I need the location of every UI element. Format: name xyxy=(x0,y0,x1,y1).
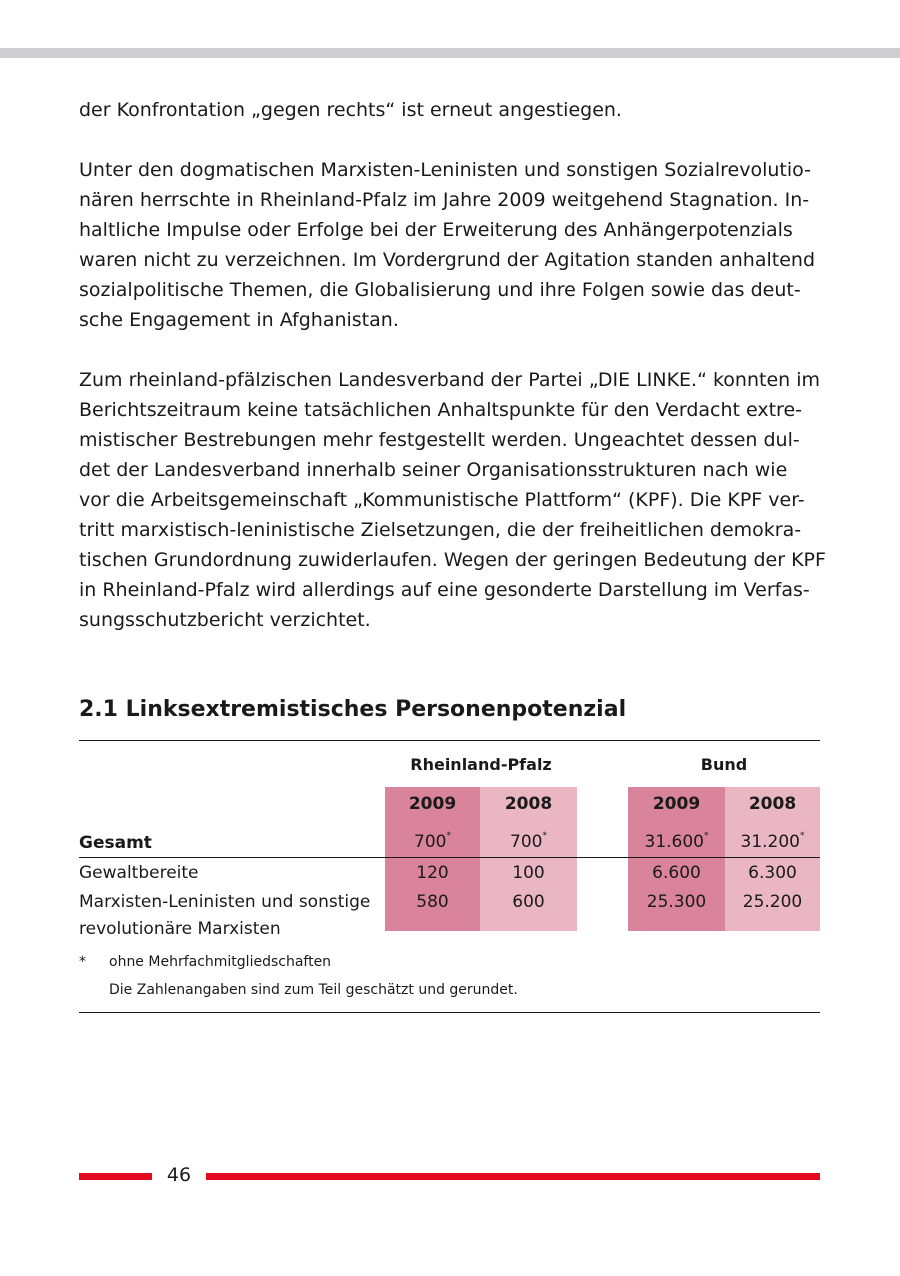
table-cell: 700* xyxy=(510,831,547,852)
row-label-gesamt: Gesamt xyxy=(79,833,152,853)
text-line: sungsschutzbericht verzichtet. xyxy=(79,609,371,631)
table-cell: 100 xyxy=(512,863,545,883)
text-line: haltliche Impulse oder Erfolge bei der Erweiterung des Anhängerpotenzials xyxy=(79,219,793,241)
text-line: sozialpolitische Themen, die Globalisierung und ihre Folgen sowie das deut- xyxy=(79,279,801,301)
text-line: waren nicht zu verzeichnen. Im Vordergrund der Agitation standen anhaltend xyxy=(79,249,816,271)
year-header: 2009 xyxy=(408,794,457,814)
year-header: 2008 xyxy=(504,794,553,814)
text-line: der Konfrontation „gegen rechts“ ist erneut angestiegen. xyxy=(79,99,622,121)
table-cell: 6.300 xyxy=(748,863,797,883)
row-separator xyxy=(79,857,820,858)
text-line: tischen Grundordnung zuwiderlaufen. Wegen der geringen Bedeutung der KPF xyxy=(79,549,826,571)
text-line: nären herrschte in Rheinland-Pfalz im Jahre 2009 weitgehend Stagnation. In- xyxy=(79,189,810,211)
table-cell: 31.200* xyxy=(740,831,805,852)
footnote-note: Die Zahlenangaben sind zum Teil geschätzt und gerundet. xyxy=(109,982,518,998)
table-cell: 120 xyxy=(416,863,449,883)
text-line: Unter den dogmatischen Marxisten-Leninisten und sonstigen Sozialrevolutio- xyxy=(79,159,811,181)
table-cell: 600 xyxy=(512,892,545,912)
table-cell: 700* xyxy=(414,831,451,852)
top-gray-bar xyxy=(0,48,900,58)
table-top-rule xyxy=(79,740,820,741)
table-cell: 6.600 xyxy=(652,863,701,883)
footnote-text: ohne Mehrfachmitgliedschaften xyxy=(109,954,332,970)
table-cell: 25.300 xyxy=(646,892,707,912)
group-header-rheinland-pfalz: Rheinland-Pfalz xyxy=(410,755,552,774)
footer-bar-right xyxy=(206,1173,820,1180)
text-line: sche Engagement in Afghanistan. xyxy=(79,309,399,331)
section-title: 2.1 Linksextremistisches Personenpotenzial xyxy=(79,697,627,722)
text-line: Zum rheinland-pfälzischen Landesverband der Partei „DIE LINKE.“ konnten im xyxy=(79,369,820,391)
text-line: mistischer Bestrebungen mehr festgestellt werden. Ungeachtet dessen dul- xyxy=(79,429,800,451)
year-header: 2009 xyxy=(652,794,701,814)
text-line: in Rheinland-Pfalz wird allerdings auf eine gesonderte Darstellung im Verfas- xyxy=(79,579,810,601)
group-header-bund: Bund xyxy=(700,755,748,774)
text-line: Berichtszeitraum keine tatsächlichen Anhaltspunkte für den Verdacht extre- xyxy=(79,399,802,421)
table-bottom-rule xyxy=(79,1012,820,1013)
text-line: det der Landesverband innerhalb seiner Organisationsstrukturen nach wie xyxy=(79,459,788,481)
text-line: tritt marxistisch-leninistische Zielsetzungen, die der freiheitlichen demokra- xyxy=(79,519,802,541)
body-text xyxy=(79,95,824,635)
footnote-marker: * xyxy=(79,954,86,970)
table-cell: 25.200 xyxy=(742,892,803,912)
footer-bar-left xyxy=(79,1173,152,1180)
row-label-marxisten: Marxisten-Leninisten und sonstige revolutionäre Marxisten xyxy=(79,892,371,939)
text-line: vor die Arbeitsgemeinschaft „Kommunistische Plattform“ (KPF). Die KPF ver- xyxy=(79,489,805,511)
page-number: 46 xyxy=(166,1164,192,1186)
table-cell: 31.600* xyxy=(644,831,709,852)
table-cell: 580 xyxy=(416,892,449,912)
row-label-gewaltbereite: Gewaltbereite xyxy=(79,863,199,883)
year-header: 2008 xyxy=(748,794,797,814)
